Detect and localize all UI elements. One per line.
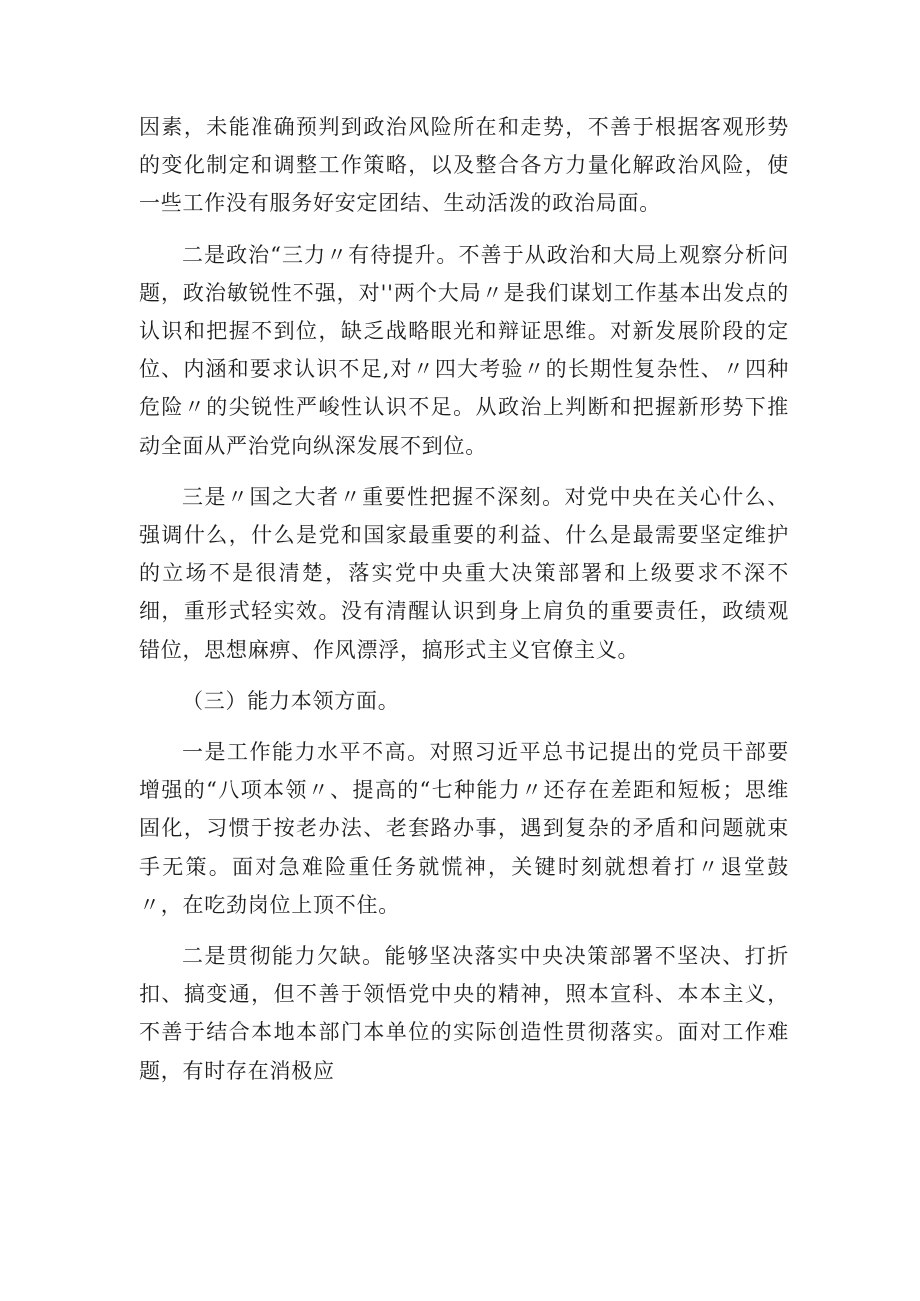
- paragraph-work-ability: 一是工作能力水平不高。对照习近平总书记提出的党员干部要增强的“八项本领〃、提高的“七种能力〃还存在差距和短板；思维固化，习惯于按老办法、老套路办事，遇到复杂的矛盾和问题就束手无策。面对急难险重任务就慌神，关键时刻就想着打〃退堂鼓〃，在吃劲岗位上顶不住。: [139, 740, 789, 917]
- paragraph-continuation: 因素，未能准确预判到政治风险所在和走势，不善于根据客观形势的变化制定和调整工作策略，以及整合各方力量化解政治风险，使一些工作没有服务好安定团结、生动活泼的政治局面。: [139, 115, 789, 216]
- section-heading-ability: （三）能力本领方面。: [182, 688, 400, 713]
- paragraph-political-three-abilities: 二是政治“三力〃有待提升。不善于从政治和大局上观察分析问题，政治敏锐性不强，对''两个大局〃是我们谋划工作基本出发点的认识和把握不到位，缺乏战略眼光和辩证思维。对新发展阶段的定位、内涵和要求认识不足,对〃四大考验〃的长期性复杂性、〃四种危险〃的尖锐性严峻性认识不足。从政治上判断和把握新形势下推动全面从严治党向纵深发展不到位。: [139, 242, 789, 458]
- paragraph-national-priorities: 三是〃国之大者〃重要性把握不深刻。对党中央在关心什么、强调什么，什么是党和国家最重要的利益、什么是最需要坚定维护的立场不是很清楚，落实党中央重大决策部署和上级要求不深不细，重形式轻实效。没有清醒认识到身上肩负的重要责任，政绩观错位，思想麻痹、作风漂浮，搞形式主义官僚主义。: [139, 484, 789, 662]
- paragraph-implementation-ability: 二是贯彻能力欠缺。能够坚决落实中央决策部署不坚决、打折扣、搞变通，但不善于领悟党中央的精神，照本宣科、本本主义，不善于结合本地本部门本单位的实际创造性贯彻落实。面对工作难题，有时存在消极应: [139, 944, 789, 1083]
- document-body: [139, 108, 789, 1103]
